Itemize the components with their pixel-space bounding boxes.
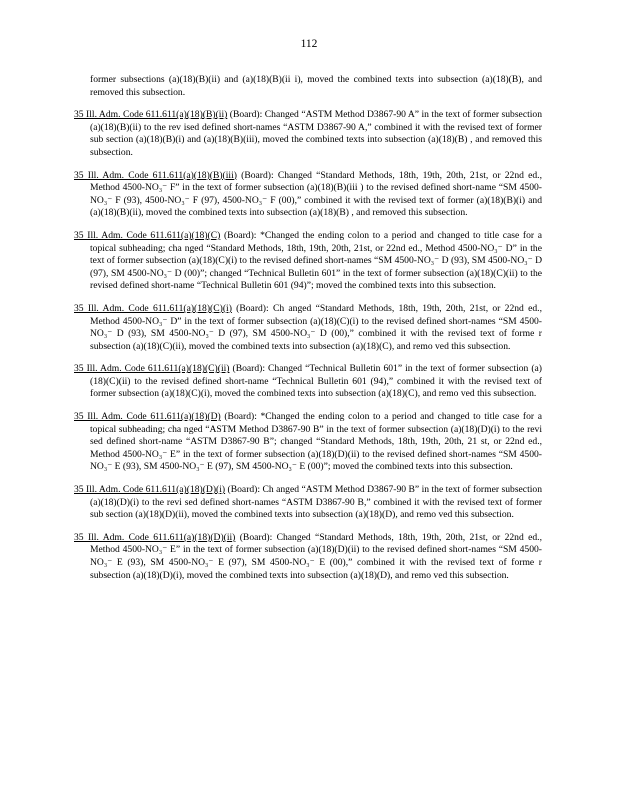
entry-citation: 35 Ill. Adm. Code 611.611(a)(18)(C) <box>74 229 221 241</box>
entry-c-i <box>74 303 542 353</box>
entry-body: (Board): Changed “ASTM Method D3867-90 A” in the text of former subsection (a)(18)(B)(ii) to the rev ised defined short-names “ASTM D3867-90 A,” combined it with the revised text of former sub section (a)(18)(B)(i) and (a)(18)(B)(iii), moved the combined texts into subsection (a)(18)(B) , and removed this subsection. <box>90 109 542 158</box>
entry-c-ii <box>74 363 542 401</box>
entry-body: (Board): Changed “Standard Methods, 18th, 19th, 20th, 21st, or 22nd ed., Method 4500-NO₃⁻ F” in the text of former subsection (a)(18)(B)(iii ) to the revised defined short-name “SM 4500-NO₃⁻ F (93), 4500-NO₃⁻ F (97), 4500-NO₃⁻ F (00),” combined it with the revised text of former (a)(18)(B)(i) and (a)(18)(B)(ii), moved the combined texts into subsection (a)(18)(B) , and removed this subsection. <box>90 169 542 219</box>
entry-b-iii <box>74 170 542 220</box>
entry-citation: 35 Ill. Adm. Code 611.611(a)(18)(D)(ii) <box>74 531 236 543</box>
entry-d-i <box>74 484 542 522</box>
entry-citation: 35 Ill. Adm. Code 611.611(a)(18)(D)(i) <box>74 484 226 496</box>
entry-body: (Board): *Changed the ending colon to a period and changed to title case for a topical subheading; cha nged “ASTM Method D3867-90 B” in the text of former subsection (a)(18)(D)(i) to the revi sed defined short-name “ASTM D3867-90 B”; changed “Standard Methods, 18th, 19th, 20th, 21 st, or 22nd ed., Method 4500-NO₃⁻ E” in the text of former subsection (a)(18)(D)(ii) to the revised defined short-names “SM 4500-NO₃⁻ E (93), SM 4500-NO₃⁻ E (97), SM 4500-NO₃⁻ E (00)”; moved the combined texts into this subsection. <box>90 411 542 473</box>
entry-body: (Board): *Changed the ending colon to a period and changed to title case for a topical subheading; cha nged “Standard Methods, 18th, 19th, 20th, 21st, or 22nd ed., Method 4500-NO₃⁻ D” in the text of former subsection (a)(18)(C)(i) to the revised defined short-names “SM 4500-NO₃⁻ D (93), SM 4500-NO₃⁻ D (97), SM 4500-NO₃⁻ D (00)”; changed “Technical Bulletin 601” in the text of former subsection (a)(18)(C)(ii) to the revised defined short-name “Technical Bulletin 601 (94)”; moved the combined texts into this subsection. <box>90 229 542 292</box>
entry-d-ii <box>74 532 542 582</box>
entry-b-ii <box>74 109 542 159</box>
entry-citation: 35 Ill. Adm. Code 611.611(a)(18)(C)(i) <box>74 302 232 314</box>
continuation-paragraph: former subsections (a)(18)(B)(ii) and (a)(18)(B)(ii i), moved the combined texts into subsection (a)(18)(B), and removed this subsection. <box>90 74 542 98</box>
entry-c <box>74 230 542 293</box>
entry-citation: 35 Ill. Adm. Code 611.611(a)(18)(B)(ii) <box>74 109 228 121</box>
document-body <box>74 74 542 592</box>
entry-body: (Board): Ch anged “ASTM Method D3867-90 B” in the text of former subsection (a)(18)(D)(i) to the revi sed defined short-names “ASTM D3867-90 B,” combined it with the revised text of former sub section (a)(18)(D)(ii), moved the combined texts into subsection (a)(18)(D), and remo ved this subsection. <box>90 484 542 521</box>
entry-body: (Board): Ch anged “Standard Methods, 18th, 19th, 20th, 21st, or 22nd ed., Method 4500-NO₃⁻ D” in the text of former subsection (a)(18)(C)(i) to the revised defined short-names “SM 4500-NO₃⁻ D (93), SM 4500-NO₃⁻ D (97), SM 4500-NO₃⁻ D (00),” combined it with the revised text of forme r subsection (a)(18)(C)(ii), moved the combined texts into subsection (a)(18)(C), and remo ved this subsection. <box>90 302 542 352</box>
entry-citation: 35 Ill. Adm. Code 611.611(a)(18)(D) <box>74 411 221 423</box>
entry-d <box>74 411 542 474</box>
entry-citation: 35 Ill. Adm. Code 611.611(a)(18)(B)(iii) <box>74 169 237 181</box>
entry-citation: 35 Ill. Adm. Code 611.611(a)(18)(C)(ii) <box>74 363 230 375</box>
page-number: 112 <box>300 38 318 50</box>
entry-body: (Board): Changed “Standard Methods, 18th, 19th, 20th, 21st, or 22nd ed., Method 4500-NO₃⁻ E” in the text of former subsection (a)(18)(D)(ii) to the revised defined short-names “SM 4500-NO₃⁻ E (93), SM 4500-NO₃⁻ E (97), SM 4500-NO₃⁻ E (00),” combined it with the revised text of forme r subsection (a)(18)(D)(i), moved the combined texts into subsection (a)(18)(D), and remo ved this subsection. <box>90 531 542 581</box>
entry-body: (Board): Changed “Technical Bulletin 601” in the text of former subsection (a)(18)(C)(ii) to the revised defined short-name “Technical Bulletin 601 (94),” combined it with the revised text of former subsection (a)(18)(C)(i), moved the combined texts into subsection (a)(18)(C), and remo ved this subsection. <box>90 363 542 400</box>
